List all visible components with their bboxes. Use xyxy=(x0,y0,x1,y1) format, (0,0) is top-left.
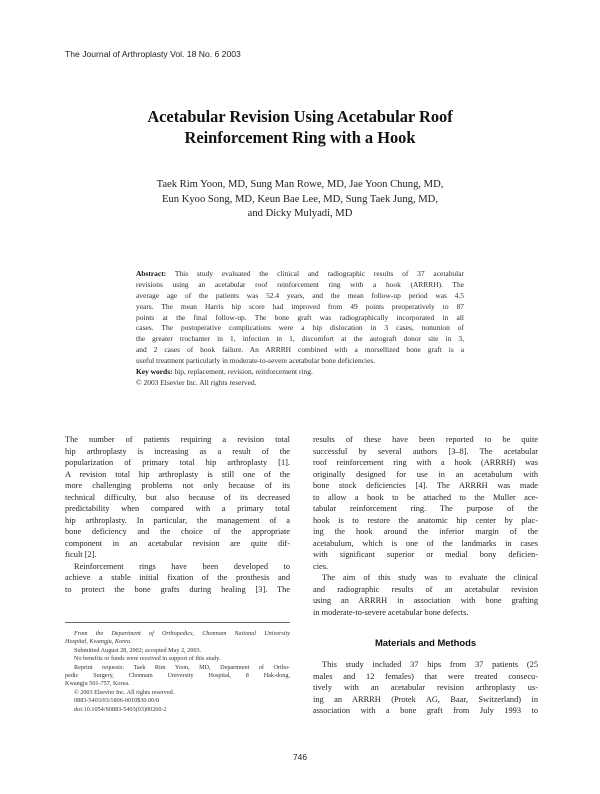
page-number: 746 xyxy=(293,752,307,762)
abstract-line: years. The mean Harris hip score had improved from 49 points preoperatively to 87 xyxy=(136,301,464,311)
body-line: ing the hook around the inferior margin of the xyxy=(313,527,538,536)
abstract-text: This study evaluated the clinical and radiographic results of 37 acetabular xyxy=(166,269,464,278)
body-line: hook is to restore the anatomic hip center by plac- xyxy=(313,515,538,525)
body-line: The aim of this study was to evaluate the clinical xyxy=(322,573,538,582)
body-line: successful by several authors [3–8]. The acetabular xyxy=(313,446,538,456)
body-line: bone deficiency and the choice of the appropriate xyxy=(65,527,290,536)
body-column-right xyxy=(313,434,538,618)
body-line: originally designed for use in an acetabulum with xyxy=(313,469,538,479)
body-line: roof reinforcement ring with a hook (ARRRH) was xyxy=(313,458,538,467)
body-line: popularization of primary total hip arthroplasty [1]. xyxy=(65,458,290,467)
body-line: hip arthroplasty is increasing as a result of the xyxy=(65,446,290,456)
abstract-line xyxy=(136,269,464,280)
body-line: to protect the bone grafts during healing [3]. The xyxy=(65,584,290,594)
footnote xyxy=(65,630,290,714)
abstract-line: revisions using an acetabular roof reinforcement ring with a hook (ARRRH). The xyxy=(136,279,464,289)
body-line: using an ARRRH in association with bone grafting xyxy=(313,596,538,605)
methods-text xyxy=(313,659,538,717)
keywords-line xyxy=(136,367,464,378)
abstract xyxy=(136,269,464,389)
body-line: This study included 37 hips from 37 patients (25 xyxy=(322,660,538,669)
article-title xyxy=(60,106,540,148)
body-line: cies. xyxy=(313,561,329,571)
authors-line-3: and Dicky Mulyadi, MD xyxy=(247,208,353,220)
body-line: tively with an acetabular revision arthroplasty us- xyxy=(313,683,538,692)
abstract-line: the greater trochanter in 1, infection in 1, discomfort at the autograft donor site in 3, xyxy=(136,334,464,344)
footnote-line: 0883-5403/03/1806-0010$30.00/0 xyxy=(74,697,160,705)
title-line-2: Reinforcement Ring with a Hook xyxy=(184,128,416,147)
abstract-line: useful treatment particularly in moderate-to-severe acetabular bone deficiencies. xyxy=(136,356,376,366)
body-line: with significant superior or medial bony deficien- xyxy=(313,550,538,559)
footnote-line: Hospital, Kwangju, Korea. xyxy=(65,638,132,646)
section-heading: Materials and Methods xyxy=(374,637,477,648)
body-line: and radiographic results of an acetabular revision xyxy=(313,584,538,594)
keywords-text: hip, replacement, revision, reinforcement ring. xyxy=(172,367,313,377)
footnote-line: © 2003 Elsevier Inc. All rights reserved. xyxy=(74,688,175,696)
footnote-divider xyxy=(65,622,290,623)
body-column-left xyxy=(65,434,290,595)
body-line: A revision total hip arthroplasty is still one of the xyxy=(65,469,290,479)
footnote-line: From the Department of Orthopedics, Chonnam National University xyxy=(74,630,290,637)
body-line: tabular reinforcement ring. The purpose of the xyxy=(313,504,538,513)
body-line: more challenging problems not only because of its xyxy=(65,481,290,490)
body-line: ing an ARRRH (Protek AG, Baar, Switzerland) in xyxy=(313,694,538,704)
body-line: The number of patients requiring a revision total xyxy=(65,435,290,444)
abstract-copyright: © 2003 Elsevier Inc. All rights reserved. xyxy=(136,377,257,387)
footnote-line: No benefits or funds were received in support of this study. xyxy=(74,655,221,663)
abstract-line: and 2 cases of hook failure. An ARRRH combined with a morsellized bone graft is a xyxy=(136,345,464,355)
body-line: in moderate-to-severe acetabular bone defects. xyxy=(313,607,469,617)
title-line-1: Acetabular Revision Using Acetabular Roof xyxy=(147,107,453,126)
journal-header: The Journal of Arthroplasty Vol. 18 No. 6 2003 xyxy=(65,49,241,59)
body-line: predictability when compared with a primary total xyxy=(65,504,290,513)
body-line: technical difficulty, but also because of its decreased xyxy=(65,492,290,502)
footnote-line: Submitted August 28, 2002; accepted May 2, 2003. xyxy=(74,646,202,654)
body-line: achieve a stable initial fixation of the prosthesis and xyxy=(65,573,290,582)
body-line: bone stock deficiencies [4]. The ARRRH was made xyxy=(313,481,538,490)
footnote-line: Reprint requests: Taek Rim Yoon, MD, Department of Ortho- xyxy=(74,663,290,671)
body-line: component in an acetabular revision are quite dif- xyxy=(65,538,290,548)
body-line: hip arthroplasty. In particular, the management of a xyxy=(65,515,290,525)
abstract-line: points at the final follow-up. The bone graft was radiographically incorporated in all xyxy=(136,312,464,322)
body-line: Reinforcement rings have been developed to xyxy=(74,561,290,571)
body-line: association with a bone graft from July 1993 to xyxy=(313,706,538,715)
footnote-line: doi:10.1054/S0883-5403(03)00260-2 xyxy=(74,705,167,713)
abstract-label: Abstract: xyxy=(136,269,167,278)
keywords-label: Key words: xyxy=(136,367,173,377)
authors-line-2: Eun Kyoo Song, MD, Keun Bae Lee, MD, Sung Taek Jung, MD, xyxy=(162,193,438,205)
abstract-line: cases. The postoperative complications were a hip dislocation in 3 cases, nonunion of xyxy=(136,323,464,333)
footnote-line: pedic Surgery, Chonnam University Hospital, 8 Hak-dong, xyxy=(65,671,290,679)
authors-line-1: Taek Rim Yoon, MD, Sung Man Rowe, MD, Jae Yoon Chung, MD, xyxy=(156,179,444,190)
author-list xyxy=(60,178,540,222)
body-line: to allow a hook to be attached to the Muller ace- xyxy=(313,492,538,502)
body-line: acetabulum, which is one of the landmarks in cases xyxy=(313,538,538,548)
footnote-line: Kwangju 501-757, Korea. xyxy=(65,680,130,688)
abstract-line: average age of the patients was 52.4 years, and the mean follow-up period was 4.5 xyxy=(136,290,464,300)
body-line: males and 12 females) that were treated consecu- xyxy=(313,671,538,681)
body-line: ficult [2]. xyxy=(65,550,97,559)
body-line: results of these have been reported to be quite xyxy=(313,435,538,444)
